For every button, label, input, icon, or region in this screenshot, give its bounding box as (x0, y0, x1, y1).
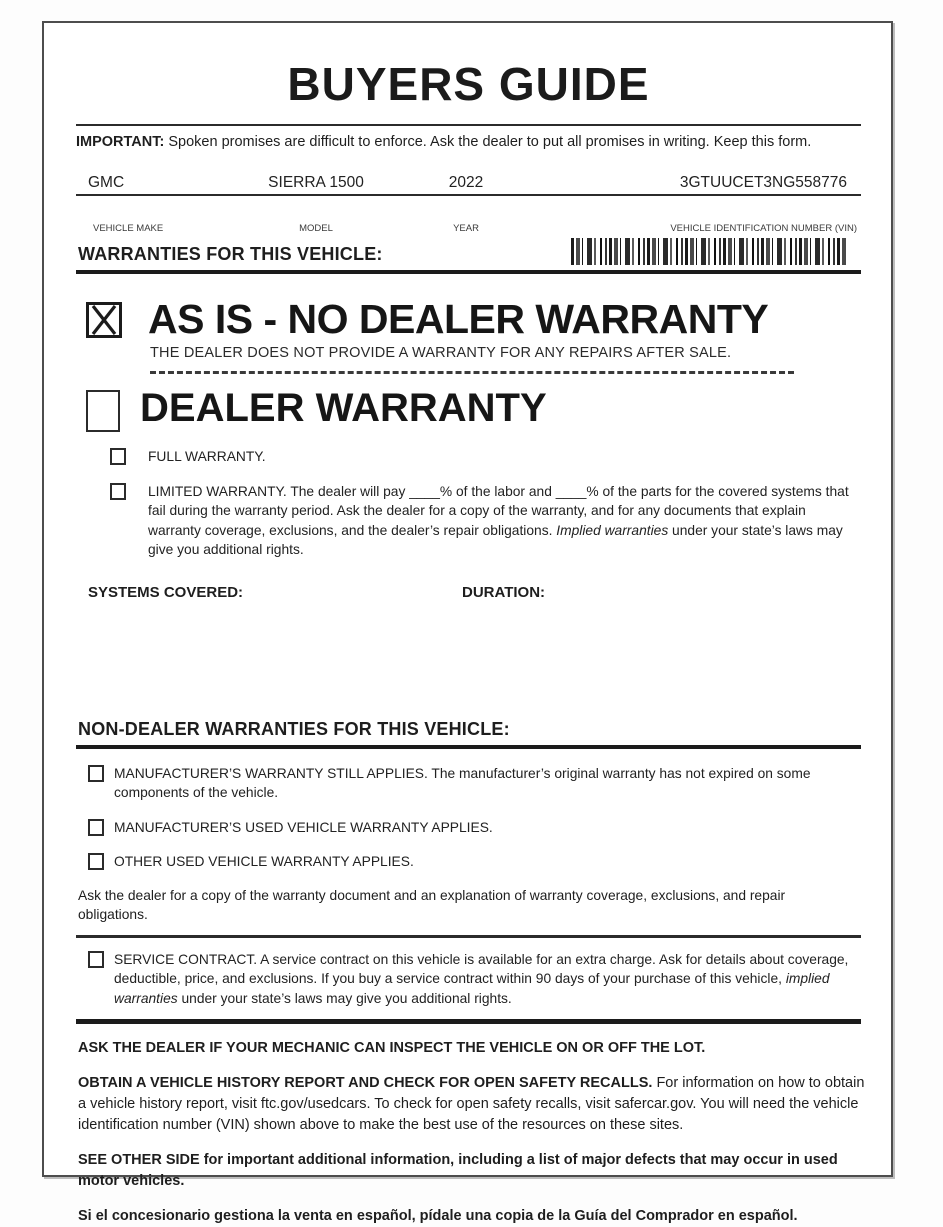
vehicle-info-values (76, 174, 861, 196)
other-used-warranty-label: OTHER USED VEHICLE WARRANTY APPLIES. (114, 854, 414, 869)
service-contract-body: A service contract on this vehicle is available for an extra charge. Ask for details about coverage, deductible, price, and exclusions. If you buy a service contract within 90 days of your purchase of this vehicle, (114, 951, 849, 986)
blank-fill-area (76, 601, 861, 719)
vehicle-make-value: GMC (88, 174, 125, 191)
limited-warranty-body: The dealer will pay ____% of the labor and ____% of the parts for the covered systems that fail during the warranty period. Ask the dealer for a copy of the warranty, and for any documents that explain warranty coverage, exclusions, and the dealer’s repair obligations. (148, 483, 849, 538)
non-dealer-header: NON-DEALER WARRANTIES FOR THIS VEHICLE: (78, 718, 510, 739)
page-title: BUYERS GUIDE (287, 58, 650, 110)
vehicle-model-value: SIERRA 1500 (268, 174, 364, 191)
important-text: Spoken promises are difficult to enforce. Ask the dealer to put all promises in writing. Keep this form. (168, 134, 812, 150)
dealer-warranty-checkbox[interactable] (86, 390, 120, 432)
full-warranty-checkbox[interactable] (110, 448, 126, 465)
dashed-divider (150, 371, 794, 374)
service-contract-checkbox[interactable] (88, 951, 104, 968)
important-notice (76, 134, 861, 150)
as-is-checkbox[interactable] (86, 302, 122, 338)
service-contract-body-end: under your state’s laws may give you additional rights. (177, 990, 512, 1006)
limited-warranty-body-end: under your state’s laws may give you additional rights. (148, 522, 843, 557)
vehicle-make-label: VEHICLE MAKE (93, 223, 164, 234)
divider (76, 935, 861, 938)
full-warranty-label: FULL WARRANTY. (148, 449, 266, 464)
manufacturer-used-warranty-checkbox[interactable] (88, 819, 104, 836)
x-mark-icon (89, 305, 119, 335)
divider (76, 270, 861, 274)
other-used-warranty-checkbox[interactable] (88, 853, 104, 870)
vehicle-year-value: 2022 (448, 174, 484, 191)
vehicle-info-labels (76, 220, 861, 234)
divider (76, 745, 861, 749)
divider (76, 1019, 861, 1024)
vehicle-vin-value: 3GTUUCET3NG558776 (679, 174, 847, 191)
limited-warranty-italic: Implied warranties (556, 522, 669, 538)
vehicle-history-body: For information on how to obtain a vehicle history report, visit ftc.gov/usedcars. To check for open safety recalls, visit safercar.gov. You will need the vehicle identification number (VIN) shown above to make the best use of the resources on these sites. (78, 1075, 865, 1133)
buyers-guide-form (42, 21, 893, 1224)
manufacturer-used-warranty-text (114, 818, 854, 838)
divider (76, 124, 861, 126)
limited-warranty-text (148, 482, 860, 560)
barcode-icon (571, 238, 847, 265)
vehicle-year-label: YEAR (453, 223, 479, 234)
as-is-subtitle: THE DEALER DOES NOT PROVIDE A WARRANTY FOR ANY REPAIRS AFTER SALE. (150, 345, 732, 361)
vehicle-vin-label: VEHICLE IDENTIFICATION NUMBER (VIN) (670, 223, 857, 234)
dealer-warranty-title: DEALER WARRANTY (140, 386, 547, 430)
warranties-header: WARRANTIES FOR THIS VEHICLE: (78, 244, 383, 264)
limited-warranty-label: LIMITED WARRANTY. (148, 483, 287, 499)
duration-label: DURATION: (462, 583, 546, 601)
other-used-warranty-text (114, 852, 854, 872)
service-contract-italic: implied warranties (114, 971, 830, 1006)
manufacturer-used-warranty-label: MANUFACTURER’S USED VEHICLE WARRANTY APPLIES. (114, 819, 493, 835)
manufacturer-warranty-text (114, 764, 854, 803)
see-other-side-note: SEE OTHER SIDE for important additional information, including a list of major defects that may occur in used motor vehicles. (78, 1152, 838, 1189)
spanish-note: Si el concesionario gestiona la venta en español, pídale una copia de la Guía del Comprador en español. (78, 1208, 798, 1224)
vehicle-model-label: MODEL (299, 223, 333, 234)
service-contract-text (114, 950, 856, 1009)
service-contract-label: SERVICE CONTRACT. (114, 951, 258, 967)
as-is-title: AS IS - NO DEALER WARRANTY (148, 296, 769, 342)
manufacturer-warranty-checkbox[interactable] (88, 765, 104, 782)
systems-covered-label: SYSTEMS COVERED: (88, 583, 244, 601)
manufacturer-warranty-label: MANUFACTURER’S WARRANTY STILL APPLIES. (114, 765, 428, 781)
vehicle-history-label: OBTAIN A VEHICLE HISTORY REPORT AND CHECK FOR OPEN SAFETY RECALLS. (78, 1075, 653, 1091)
important-label: IMPORTANT: (76, 134, 165, 150)
mechanic-inspect-note: ASK THE DEALER IF YOUR MECHANIC CAN INSPECT THE VEHICLE ON OR OFF THE LOT. (78, 1040, 706, 1056)
vehicle-history-note (76, 1073, 866, 1136)
warranty-document-note: Ask the dealer for a copy of the warranty document and an explanation of warranty coverage, exclusions, and repair obligations. (78, 887, 786, 922)
limited-warranty-checkbox[interactable] (110, 483, 126, 500)
manufacturer-warranty-body: The manufacturer’s original warranty has not expired on some components of the vehicle. (114, 765, 811, 800)
